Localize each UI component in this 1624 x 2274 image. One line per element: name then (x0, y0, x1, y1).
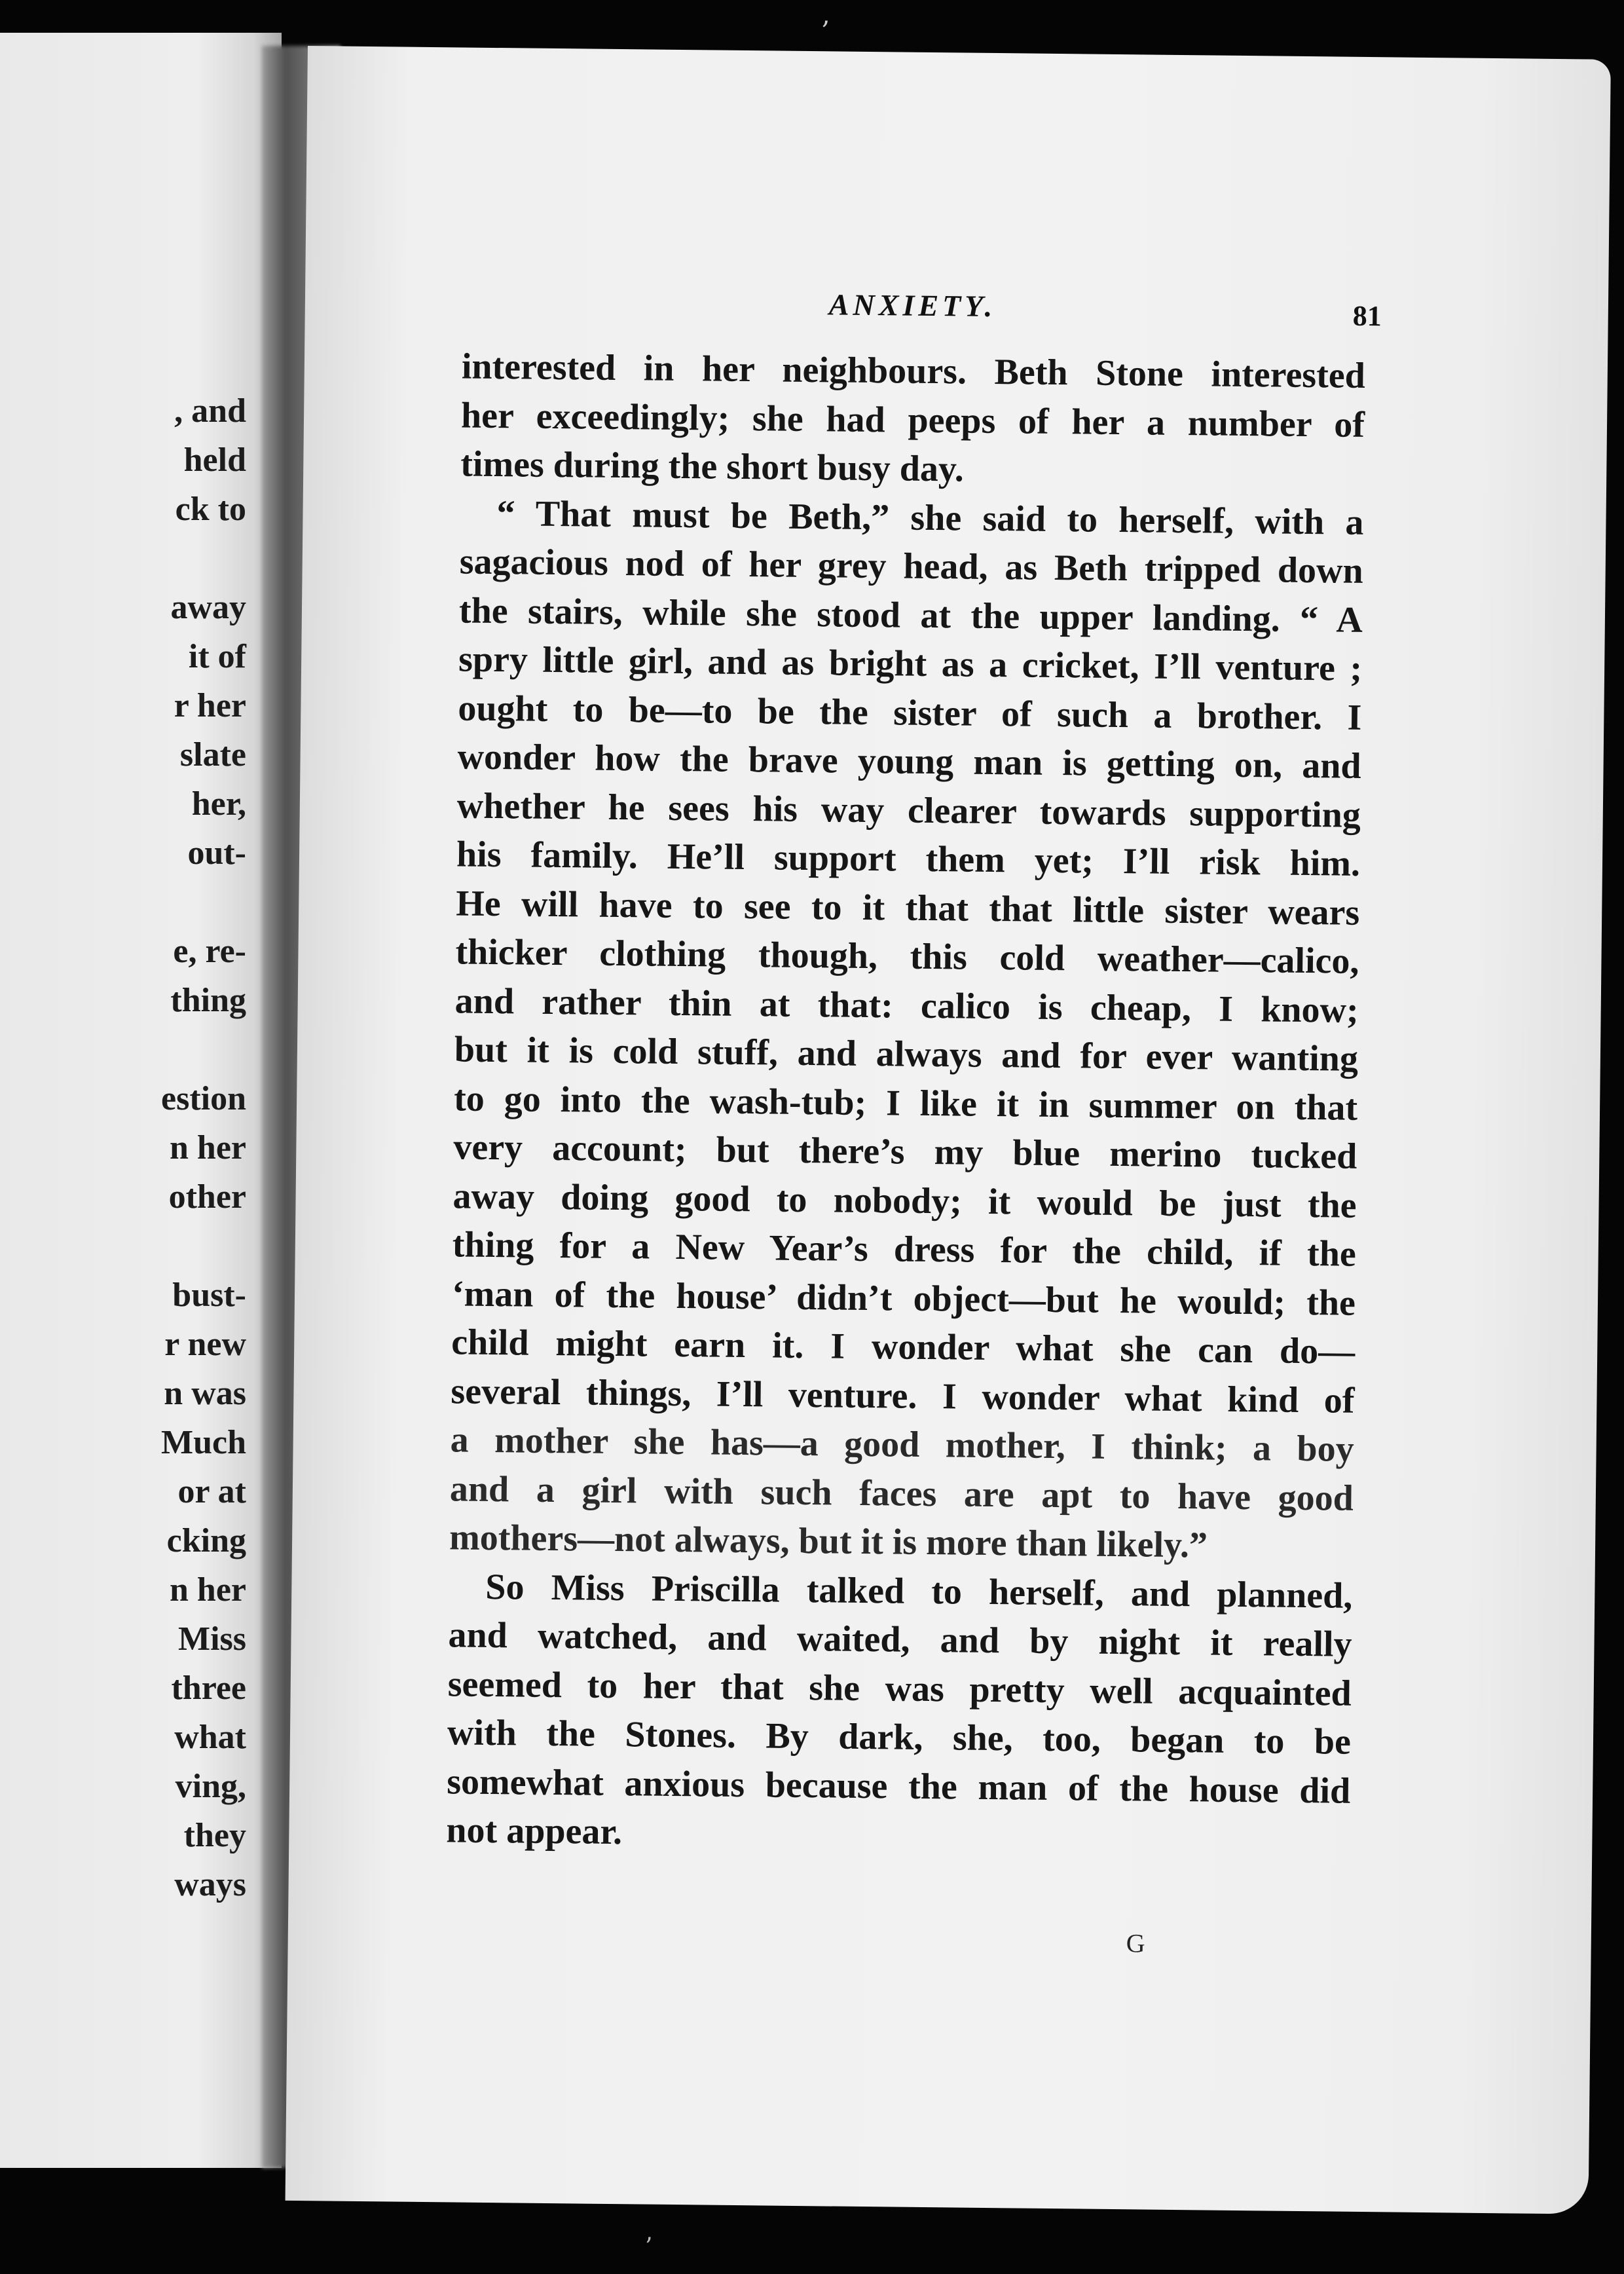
left-fragment: bust- (172, 1277, 246, 1314)
left-page (0, 33, 282, 2168)
left-fragment: r new (164, 1326, 246, 1363)
left-fragment: her, (191, 785, 246, 823)
text-line: So Miss Priscilla talked to herself, and planned, (485, 1566, 1353, 1616)
text-line: He will have to see to it that that little sister wears (455, 882, 1360, 933)
text-line: whether he sees his way clearer towards supporting (456, 785, 1361, 836)
text-line: “ That must be Beth,” she said to herself, with a (496, 493, 1364, 543)
left-fragment: they (183, 1817, 246, 1854)
text-line: not appear. (446, 1810, 623, 1853)
text-line: thicker clothing though, this cold weather—calico, (455, 931, 1359, 982)
left-fragment: cking (166, 1522, 246, 1559)
text-line: his family. He’ll support them yet; I’ll risk him. (456, 834, 1361, 884)
left-fragment: slate (179, 736, 246, 774)
text-line: with the Stones. By dark, she, too, began to be (447, 1712, 1352, 1762)
text-line: wonder how the brave young man is getting on, and (457, 736, 1361, 787)
text-line: somewhat anxious because the man of the house did (446, 1761, 1351, 1812)
left-fragment (161, 1221, 246, 1271)
left-fragment: three (171, 1669, 246, 1707)
text-line: and rather thin at that: calico is cheap, I know; (454, 980, 1359, 1031)
running-head (305, 282, 1608, 333)
left-fragment: Much (161, 1424, 246, 1461)
left-fragment: e, re- (173, 933, 246, 970)
text-line: her exceedingly; she had peeps of her a number of (460, 394, 1365, 445)
left-fragment: estion (161, 1080, 246, 1117)
text-line: very account; but there’s my blue merino tucked (453, 1127, 1357, 1177)
text-line: a mother she has—a good mother, I think; a boy (450, 1419, 1354, 1470)
text-line: the stairs, while she stood at the upper landing. “ A (458, 589, 1363, 641)
scan-speck: , (822, 0, 830, 30)
left-fragment: Miss (178, 1620, 246, 1658)
text-line: times during the short busy day. (460, 443, 965, 490)
left-fragment (161, 1025, 246, 1074)
text-line: but it is cold stuff, and always and for ever wanting (454, 1029, 1359, 1079)
text-line: mothers—not always, but it is more than likely.” (449, 1517, 1208, 1566)
left-fragment: ck to (175, 491, 246, 528)
left-fragment (161, 534, 246, 583)
running-title: ANXIETY. (828, 288, 997, 324)
left-fragment: out- (187, 834, 246, 872)
page-number: 81 (1352, 299, 1382, 333)
left-fragment: ving, (175, 1768, 246, 1805)
left-fragment: what (174, 1719, 246, 1756)
scan-speck: ’ (645, 2233, 653, 2260)
left-fragment: r her (174, 687, 246, 724)
text-line: ‘man of the house’ didn’t object—but he would; the (451, 1273, 1356, 1324)
text-line: spry little girl, and as bright as a cricket, I’ll venture ; (458, 639, 1363, 689)
left-page-text-fragments (161, 386, 246, 1909)
text-line: several things, I’ll venture. I wonder what kind of (451, 1370, 1355, 1421)
text-line: ought to be—to be the sister of such a brother. I (458, 687, 1362, 738)
left-fragment: n was (164, 1375, 246, 1412)
text-line: seemed to her that she was pretty well acquainted (447, 1663, 1352, 1714)
text-line: sagacious nod of her grey head, as Beth tripped down (459, 541, 1364, 591)
left-fragment: n her (170, 1571, 246, 1609)
left-fragment (161, 878, 246, 927)
text-line: and watched, and waited, and by night it really (448, 1614, 1352, 1665)
left-fragment: , and (174, 392, 246, 430)
left-fragment: it of (188, 638, 246, 675)
left-fragment: ways (174, 1866, 246, 1903)
signature-mark: G (1126, 1928, 1145, 1958)
text-line: thing for a New Year’s dress for the child, if the (452, 1224, 1357, 1275)
text-line: child might earn it. I wonder what she can do— (451, 1322, 1356, 1372)
left-fragment: thing (170, 982, 246, 1019)
left-fragment: other (168, 1178, 246, 1216)
left-fragment: away (170, 589, 246, 626)
text-line: and a girl with such faces are apt to have good (449, 1468, 1354, 1519)
right-page (286, 46, 1611, 2214)
text-line: interested in her neighbours. Beth Stone interested (461, 346, 1366, 396)
body-text (446, 342, 1365, 1864)
left-fragment: held (183, 441, 246, 479)
left-fragment: n her (170, 1129, 246, 1166)
text-line: to go into the wash-tub; I like it in summer on that (453, 1077, 1358, 1128)
left-fragment: or at (177, 1473, 246, 1510)
text-line: away doing good to nobody; it would be just the (452, 1175, 1357, 1226)
